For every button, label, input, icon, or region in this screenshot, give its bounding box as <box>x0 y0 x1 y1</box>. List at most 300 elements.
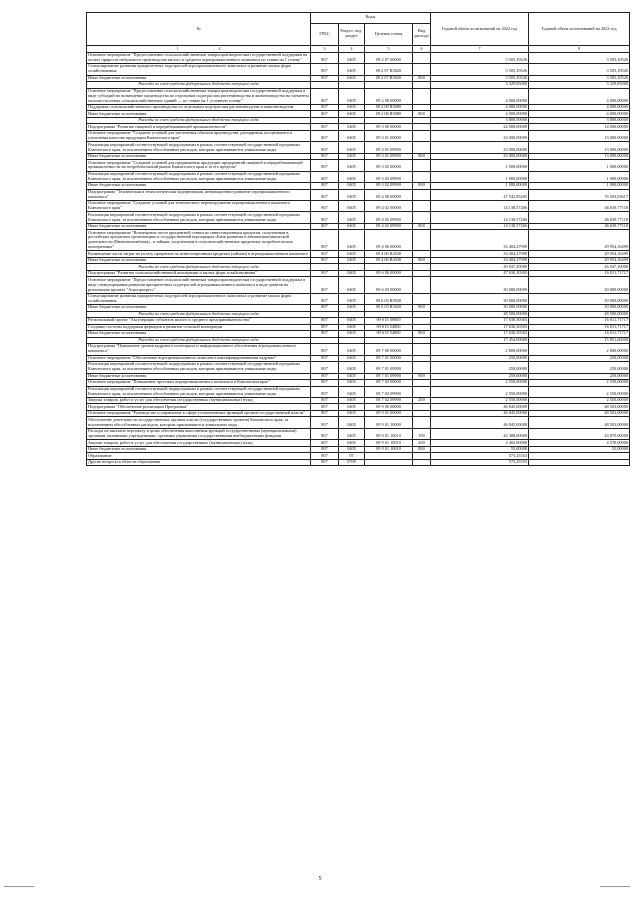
cell-name: Стимулирование развития приоритетных подотраслей агропромышленного комплекса и развитие малых форм хозяйствования <box>87 293 311 304</box>
table-row <box>87 362 630 373</box>
cell-target: 09 9 01 10010 <box>365 446 413 453</box>
cell-section: 0405 <box>339 64 365 75</box>
cell-target: 09 2 08 00000 <box>365 88 413 104</box>
table-row <box>87 88 630 104</box>
table-row <box>87 130 630 141</box>
cell-target: 09 6 I5 54800 <box>365 324 413 331</box>
cell-grbs: 807 <box>311 277 339 293</box>
cell-expense-type <box>413 344 431 355</box>
table-row <box>87 212 630 223</box>
cell-grbs: 807 <box>311 386 339 397</box>
cell-target: 09 9 01 10000 <box>365 417 413 428</box>
cell-target: 09 3 02 09990 <box>365 183 413 190</box>
cell-grbs: 807 <box>311 183 339 190</box>
cell-name: Стимулирование развития приоритетных подотраслей агропромышленного комплекса и развитие малых форм хозяйствования <box>87 64 311 75</box>
cell-vol-2022: 55,00000 <box>431 446 529 453</box>
cell-target: 09 4 00 00000 <box>365 189 413 200</box>
cell-name: Расходы за счет средств федерального бюджета текущего года <box>87 311 311 318</box>
cell-name: Закупка товаров, работ и услуг для обеспечения государственных (муниципальных) нужд <box>87 397 311 404</box>
cell-target: 09 4 02 09990 <box>365 223 413 230</box>
cell-vol-2023: 4 578,00000 <box>529 440 630 447</box>
cell-grbs: 807 <box>311 142 339 153</box>
cell-vol-2023: 29 954,16499 <box>529 251 630 258</box>
cell-vol-2022: 3 800,00000 <box>431 117 529 124</box>
cell-grbs: 807 <box>311 257 339 264</box>
cell-vol-2023: 16 011,71717 <box>529 270 630 277</box>
cell-target: 09 7 01 09990 <box>365 373 413 380</box>
cell-target: 09 2 07 R5020 <box>365 75 413 82</box>
cell-vol-2022: 23 000,00000 <box>431 142 529 153</box>
cell-section: 0405 <box>339 380 365 387</box>
cell-name: Основное мероприятие "Создание условий для увеличения объемов производства, расширения ассортимента и улучшения качества продукции Камчатского края" <box>87 130 311 141</box>
table-row <box>87 293 630 304</box>
cell-grbs: 807 <box>311 230 339 251</box>
cell-expense-type: 800 <box>413 257 431 264</box>
cell-section: 0405 <box>339 305 365 312</box>
cell-name: Подпрограмма "Повышение уровня кадрового потенциала и информационного обеспечения агропромышленного комплекса" <box>87 344 311 355</box>
cell-grbs: 807 <box>311 362 339 373</box>
cell-expense-type <box>413 230 431 251</box>
cell-expense-type: 800 <box>413 223 431 230</box>
cell-name: Другие вопросы в области образования <box>87 459 311 466</box>
header-vol-2023: Годовой объем ассигнований на 2023 год <box>529 13 630 46</box>
cell-vol-2022: 30 000,00000 <box>431 277 529 293</box>
cell-target: 09 3 02 00000 <box>365 160 413 171</box>
cell-name: Поддержка сельскохозяйственного производства по отдельным подотраслям растениеводства и животноводства <box>87 104 311 111</box>
cell-target: 09 7 02 09990 <box>365 397 413 404</box>
table-row <box>87 386 630 397</box>
cell-section: 0405 <box>339 111 365 118</box>
cell-vol-2023: 16 011,71717 <box>529 331 630 338</box>
cell-vol-2022: 17 630,30303 <box>431 324 529 331</box>
cell-section: 0405 <box>339 293 365 304</box>
cell-name: Реализация мероприятий соответствующей подпрограммы в рамках соответствующей государственной программы Камчатского края, за исключением обособленных расходов, которым присваиваются уникальные коды <box>87 171 311 182</box>
cell-vol-2023: 16 011,71717 <box>529 318 630 325</box>
cell-expense-type: 800 <box>413 305 431 312</box>
cell-name: Региональный проект "Акселерация субъектов малого и среднего предпринимательства" <box>87 318 311 325</box>
cell-grbs: 807 <box>311 428 339 439</box>
cell-section: 0405 <box>339 318 365 325</box>
cell-vol-2022: 47 630,30303 <box>431 270 529 277</box>
cell-vol-2023: 3 800,00000 <box>529 117 630 124</box>
cell-section: 0405 <box>339 428 365 439</box>
cell-vol-2022: 46 845,00000 <box>431 404 529 411</box>
cell-target: 09 9 01 00000 <box>365 410 413 417</box>
cell-name: Основное мероприятие "Возмещение части процентной ставки по инвестиционным кредитам, полученным в российских кредитных организациях и государственной корпорации «Банк развития и внешнеэкономической деятельности (Внешэкономбанк)», и займам, полученным в сельскохозяйственных кредитных потребительских кооперативах" <box>87 230 311 251</box>
cell-target: 09 4 06 R4330 <box>365 257 413 264</box>
cell-vol-2022: 2 550,00000 <box>431 397 529 404</box>
cell-vol-2023: 3 329,85000 <box>529 82 630 89</box>
cell-grbs: 807 <box>311 305 339 312</box>
cell-target: 09 6 I5 00000 <box>365 318 413 325</box>
cell-expense-type <box>413 64 431 75</box>
table-row <box>87 160 630 171</box>
cell-section: 0405 <box>339 362 365 373</box>
cell-expense-type <box>413 171 431 182</box>
cell-vol-2023: 250,00000 <box>529 373 630 380</box>
cell-vol-2023: 14 000,00000 <box>529 124 630 131</box>
cell-section: 0405 <box>339 75 365 82</box>
cell-vol-2022: 2 550,00000 <box>431 386 529 397</box>
cell-name: Подпрограмма "Техническая и технологическая модернизация, инновационное развитие агропромышленного комплекса" <box>87 189 311 200</box>
cell-vol-2023: 2 550,00000 <box>529 386 630 397</box>
cell-target: 09 4 02 00000 <box>365 200 413 211</box>
cell-grbs: 807 <box>311 417 339 428</box>
cell-name: Расходы на выплаты персоналу в целях обеспечения выполнения функций государственными (муниципальными) органами, казенными учреждениями, органами управления государственными внебюджетными фондами <box>87 428 311 439</box>
cell-section: 0405 <box>339 183 365 190</box>
cell-target: 09 7 02 09990 <box>365 386 413 397</box>
cell-section: 0405 <box>339 52 365 63</box>
cell-vol-2022: 29 047,20000 <box>431 264 529 271</box>
cell-grbs: 807 <box>311 293 339 304</box>
col-number: 4 <box>339 46 365 53</box>
cell-target: 09 3 01 09990 <box>365 153 413 160</box>
cell-vol-2023: 55,00000 <box>529 446 630 453</box>
cell-expense-type <box>413 88 431 104</box>
cell-section: 0405 <box>339 386 365 397</box>
cell-section: 0405 <box>339 440 365 447</box>
cell-expense-type: 800 <box>413 153 431 160</box>
col-number: 1 2 <box>87 46 311 53</box>
cell-vol-2023: 48 503,00000 <box>529 404 630 411</box>
cell-grbs: 807 <box>311 251 339 258</box>
cell-grbs: 807 <box>311 324 339 331</box>
cell-section: 0405 <box>339 104 365 111</box>
cell-vol-2023: 46 639,77118 <box>529 200 630 211</box>
cell-grbs: 807 <box>311 397 339 404</box>
cell-section: 07 <box>339 453 365 460</box>
cell-vol-2023: 13 000,00000 <box>529 130 630 141</box>
cell-vol-2022: 30 000,00000 <box>431 305 529 312</box>
cell-name: Реализация мероприятий соответствующей подпрограммы в рамках соответствующей государственной программы Камчатского края, за исключением обособленных расходов, которым присваиваются уникальные коды <box>87 362 311 373</box>
cell-vol-2022: 14 138,57266 <box>431 212 529 223</box>
cell-target: 09 6 03 R5020 <box>365 293 413 304</box>
cell-expense-type: 800 <box>413 75 431 82</box>
cell-section: 0405 <box>339 142 365 153</box>
col-number: 5 <box>365 46 413 53</box>
cell-vol-2023: 16 011,71717 <box>529 324 630 331</box>
cell-target: 09 6 00 00000 <box>365 270 413 277</box>
cell-target: 09 4 06 00000 <box>365 230 413 251</box>
cell-section: 0405 <box>339 397 365 404</box>
cell-grbs: 807 <box>311 459 339 466</box>
cell-name: Создание системы поддержки фермеров и развитие сельской кооперации <box>87 324 311 331</box>
cell-target: 09 7 01 09990 <box>365 362 413 373</box>
cell-grbs: 807 <box>311 380 339 387</box>
cell-name: Обеспечение деятельности государственных органов власти (государственных органов) Камчатского края, за исключением обособленных расходов, которым присваиваются уникальные коды <box>87 417 311 428</box>
cell-grbs: 807 <box>311 212 339 223</box>
cell-vol-2022: 33 404,27999 <box>431 257 529 264</box>
cell-grbs: 807 <box>311 404 339 411</box>
cell-section: 0405 <box>339 331 365 338</box>
cell-vol-2022: 4 000,00000 <box>431 111 529 118</box>
cell-vol-2022: 28 500,00000 <box>431 311 529 318</box>
cell-expense-type <box>413 362 431 373</box>
cell-section: 0405 <box>339 257 365 264</box>
cell-section: 0405 <box>339 153 365 160</box>
cell-vol-2023: 76 593,93617 <box>529 189 630 200</box>
cell-vol-2022: 24 000,00000 <box>431 124 529 131</box>
cell-vol-2023: 4 000,00000 <box>529 111 630 118</box>
cell-vol-2023: 1 000,00000 <box>529 171 630 182</box>
footer-rule-right <box>600 886 630 887</box>
cell-target: 09 2 07 R5020 <box>365 64 413 75</box>
cell-vol-2022: 3 505,10526 <box>431 75 529 82</box>
cell-vol-2022: 4 402,00000 <box>431 440 529 447</box>
cell-vol-2022: 250,00000 <box>431 373 529 380</box>
table-row <box>87 417 630 428</box>
cell-target <box>365 459 413 466</box>
cell-grbs: 807 <box>311 440 339 447</box>
cell-grbs: 807 <box>311 318 339 325</box>
cell-vol-2022: 3 505,10526 <box>431 64 529 75</box>
header-codes: Коды <box>311 13 431 24</box>
cell-expense-type <box>413 142 431 153</box>
cell-name: Иные бюджетные ассигнования <box>87 373 311 380</box>
cell-vol-2023: 1 000,00000 <box>529 183 630 190</box>
cell-section: 0405 <box>339 230 365 251</box>
header-section: Раздел, под-раздел <box>339 23 365 46</box>
cell-section: 0709 <box>339 459 365 466</box>
cell-name: Основное мероприятие "Предоставление сельскохозяйственным товаропроизводителям государственной поддержки в виде субсидий на возмещение производства по отдельным подотраслям растениеводства и животноводства на элементы молочно-полевых сельскохозяйственных зданий — по ставке на 1 условную голову" <box>88 88 309 103</box>
cell-vol-2023: 30 000,00000 <box>529 293 630 304</box>
cell-section: 0405 <box>339 124 365 131</box>
cell-vol-2023: 4 000,00000 <box>529 104 630 111</box>
cell-name: Иные бюджетные ассигнования <box>87 75 311 82</box>
cell-vol-2023: 250,00000 <box>529 362 630 373</box>
cell-name: Закупка товаров, работ и услуг для обеспечения государственных (муниципальных) нужд <box>87 440 311 447</box>
cell-target: 09 4 02 09990 <box>365 212 413 223</box>
cell-expense-type: 200 <box>413 397 431 404</box>
cell-vol-2023: 30 000,00000 <box>529 277 630 293</box>
cell-target: 09 6 I5 54800 <box>365 331 413 338</box>
cell-section: 0405 <box>339 212 365 223</box>
cell-expense-type <box>413 160 431 171</box>
cell-section: 0405 <box>339 130 365 141</box>
col-number: 6 <box>413 46 431 53</box>
footer-rule-left <box>4 886 34 887</box>
cell-vol-2022: 3 329,85000 <box>431 82 529 89</box>
cell-vol-2022: 3 505,10526 <box>431 52 529 63</box>
table-row <box>87 459 630 466</box>
cell-vol-2023: 28 500,00000 <box>529 311 630 318</box>
cell-vol-2022: 30 000,00000 <box>431 293 529 304</box>
cell-expense-type <box>413 293 431 304</box>
page-number: 5 <box>318 876 322 882</box>
cell-target: 09 4 06 R4330 <box>365 251 413 258</box>
col-number: 8 <box>529 46 630 53</box>
cell-name: Основное мероприятие "Руководство и управление в сфере установленных функций органов государственной власти" <box>87 410 311 417</box>
cell-name: Основное мероприятие "Предоставление сельскохозяйственным товаропроизводителям государственной поддержки в виде стимулирования развития приоритетных подотраслей агропромышленного комплекса в виде грантов на реализацию проекта "Агропрогресс" <box>87 277 311 293</box>
cell-vol-2023: 3 505,10526 <box>529 52 630 63</box>
cell-vol-2023: 3 505,10526 <box>529 75 630 82</box>
header-grbs: ГРБС <box>311 23 339 46</box>
cell-grbs: 807 <box>311 160 339 171</box>
table-row <box>87 52 630 63</box>
cell-section: 0405 <box>339 270 365 277</box>
cell-vol-2023: 3 505,10526 <box>529 64 630 75</box>
table-row <box>87 189 630 200</box>
cell-vol-2022: 23 000,00000 <box>431 153 529 160</box>
cell-vol-2023: 15 851,60000 <box>529 337 630 344</box>
cell-section: 0405 <box>339 160 365 171</box>
cell-target: 09 2 07 00000 <box>365 52 413 63</box>
cell-vol-2023: 2 550,00000 <box>529 397 630 404</box>
cell-expense-type <box>413 130 431 141</box>
table-row <box>87 64 630 75</box>
cell-expense-type <box>413 386 431 397</box>
cell-section: 0405 <box>339 189 365 200</box>
cell-grbs: 807 <box>311 344 339 355</box>
cell-section: 0405 <box>339 251 365 258</box>
cell-grbs: 807 <box>311 373 339 380</box>
budget-table-sheet <box>86 12 629 466</box>
cell-expense-type: 200 <box>413 440 431 447</box>
cell-target: 09 6 03 R5020 <box>365 305 413 312</box>
table-row <box>87 277 630 293</box>
cell-vol-2023: 13 000,00000 <box>529 153 630 160</box>
cell-vol-2022: 46 845,00000 <box>431 410 529 417</box>
cell-expense-type: 800 <box>413 183 431 190</box>
cell-name: Основное мероприятие "Обеспечение агропромышленного комплекса квалифицированными кадрами" <box>87 355 311 362</box>
cell-vol-2022: 250,00000 <box>431 355 529 362</box>
cell-vol-2022: 4 000,00000 <box>431 88 529 104</box>
cell-name: Реализация мероприятий соответствующей подпрограммы в рамках соответствующей государственной программы Камчатского края, за исключением обособленных расходов, которым присваиваются уникальные коды <box>87 142 311 153</box>
cell-expense-type: 800 <box>413 446 431 453</box>
cell-name: Основное мероприятие "Предоставление сельскохозяйственным товаропроизводителям государственной поддержки на оплату прироста небольшого производства малого и среднего агропромышленного комплекса по ставке на 1 голову" <box>87 52 311 63</box>
col-number: 3 <box>311 46 339 53</box>
cell-grbs: 807 <box>311 153 339 160</box>
cell-vol-2022: 575,25353 <box>431 459 529 466</box>
cell-vol-2022: 33 404,27999 <box>431 251 529 258</box>
cell-section: 0405 <box>339 171 365 182</box>
cell-name: Иные бюджетные ассигнования <box>87 223 311 230</box>
cell-vol-2022: 1 000,00000 <box>431 183 529 190</box>
cell-expense-type <box>413 417 431 428</box>
cell-vol-2023: 48 503,00000 <box>529 410 630 417</box>
cell-expense-type <box>413 200 431 211</box>
cell-section: 0405 <box>339 223 365 230</box>
cell-name: Основное мероприятие "Создание условий для технического перевооружения агропромышленного комплекса Камчатского края" <box>87 200 311 211</box>
cell-grbs: 807 <box>311 270 339 277</box>
cell-vol-2023: 1 000,00000 <box>529 160 630 171</box>
col-number: 7 <box>431 46 529 53</box>
cell-section: 0405 <box>339 373 365 380</box>
table-row <box>87 230 630 251</box>
cell-name: Расходы за счет средств федерального бюджета текущего года <box>87 337 311 344</box>
cell-vol-2022: 14 138,57266 <box>431 200 529 211</box>
cell-grbs: 807 <box>311 200 339 211</box>
cell-section: 0405 <box>339 404 365 411</box>
cell-grbs: 807 <box>311 189 339 200</box>
cell-vol-2023: 46 639,77118 <box>529 212 630 223</box>
cell-expense-type: 800 <box>413 331 431 338</box>
cell-name: Иные бюджетные ассигнования <box>87 153 311 160</box>
cell-vol-2022: 42 388,00000 <box>431 428 529 439</box>
cell-section: 0405 <box>339 88 365 104</box>
budget-table-body <box>87 52 630 465</box>
cell-target: 09 7 01 00000 <box>365 355 413 362</box>
cell-target: 09 3 00 00000 <box>365 124 413 131</box>
cell-name: Подпрограмма "Обеспечение реализации Программы" <box>87 404 311 411</box>
cell-grbs: 807 <box>311 410 339 417</box>
header-vol-2022: Годовой объем ассигнований на 2022 год <box>431 13 529 46</box>
table-row <box>87 200 630 211</box>
cell-name: Реализация мероприятий соответствующей подпрограммы в рамках соответствующей государственной программы Камчатского края, за исключением обособленных расходов, которым присваиваются уникальные коды <box>87 386 311 397</box>
cell-vol-2023: 4 000,00000 <box>529 88 630 104</box>
cell-grbs: 807 <box>311 124 339 131</box>
cell-grbs: 807 <box>311 223 339 230</box>
cell-vol-2022: 17 630,30303 <box>431 318 529 325</box>
table-row <box>87 142 630 153</box>
cell-vol-2023: 30 000,00000 <box>529 305 630 312</box>
cell-vol-2023: 29 954,16499 <box>529 230 630 251</box>
cell-vol-2022: 33 404,27999 <box>431 230 529 251</box>
cell-grbs: 807 <box>311 446 339 453</box>
cell-vol-2022: 17 630,30303 <box>431 331 529 338</box>
cell-name: Основное мероприятие "Создание условий для продвижения продукции предприятий пищевой и перерабатывающей промышленности на потребительский рынок Камчатского края и за его пределы" <box>87 160 311 171</box>
cell-target: 09 3 02 09990 <box>365 171 413 182</box>
cell-target: 09 3 01 00000 <box>365 130 413 141</box>
budget-table <box>86 12 630 466</box>
header-expense-type: Вид расхода <box>413 23 431 46</box>
cell-vol-2022: 1 000,00000 <box>431 171 529 182</box>
cell-name: Иные бюджетные ассигнования <box>87 111 311 118</box>
cell-expense-type: 100 <box>413 428 431 439</box>
cell-section: 0405 <box>339 355 365 362</box>
cell-name: Иные бюджетные ассигнования <box>87 183 311 190</box>
cell-vol-2022: 14 138,57266 <box>431 223 529 230</box>
cell-grbs: 807 <box>311 331 339 338</box>
cell-target: 09 3 01 09990 <box>365 142 413 153</box>
cell-vol-2023: 43 870,00000 <box>529 428 630 439</box>
cell-name: Реализация мероприятий соответствующей подпрограммы в рамках соответствующей государственной программы Камчатского края, за исключением обособленных расходов, которым присваиваются уникальные коды <box>87 212 311 223</box>
cell-vol-2022: 250,00000 <box>431 362 529 373</box>
cell-name: Расходы за счет средств федерального бюджета текущего года <box>87 264 311 271</box>
cell-vol-2023: 2 550,00000 <box>529 380 630 387</box>
cell-section: 0405 <box>339 277 365 293</box>
cell-vol-2023: 29 954,16499 <box>529 257 630 264</box>
cell-name: Образование <box>87 453 311 460</box>
cell-target: 09 9 01 10010 <box>365 440 413 447</box>
cell-target: 09 9 01 10010 <box>365 428 413 439</box>
cell-name: Расходы за счет средств федерального бюджета текущего года <box>87 117 311 124</box>
cell-vol-2022: 17 454,00000 <box>431 337 529 344</box>
cell-vol-2022: 1 000,00000 <box>431 160 529 171</box>
cell-vol-2023: 250,00000 <box>529 355 630 362</box>
cell-grbs: 807 <box>311 104 339 111</box>
cell-expense-type: 800 <box>413 111 431 118</box>
cell-vol-2022: 2 800,00000 <box>431 344 529 355</box>
header-target: Целевая статья <box>365 23 413 46</box>
cell-vol-2022: 47 542,85265 <box>431 189 529 200</box>
cell-vol-2023: 48 503,00000 <box>529 417 630 428</box>
cell-target: 09 6 03 00000 <box>365 277 413 293</box>
header-row-top <box>87 13 630 24</box>
cell-vol-2023: 46 639,77118 <box>529 223 630 230</box>
cell-section: 0405 <box>339 344 365 355</box>
cell-expense-type <box>413 459 431 466</box>
cell-vol-2022: 23 000,00000 <box>431 130 529 141</box>
table-row <box>87 171 630 182</box>
cell-grbs: 807 <box>311 453 339 460</box>
cell-expense-type: 800 <box>413 373 431 380</box>
cell-vol-2022: 46 845,00000 <box>431 417 529 428</box>
cell-vol-2023: 13 000,00000 <box>529 142 630 153</box>
cell-vol-2023 <box>529 459 630 466</box>
cell-expense-type <box>413 277 431 293</box>
cell-grbs: 807 <box>311 111 339 118</box>
